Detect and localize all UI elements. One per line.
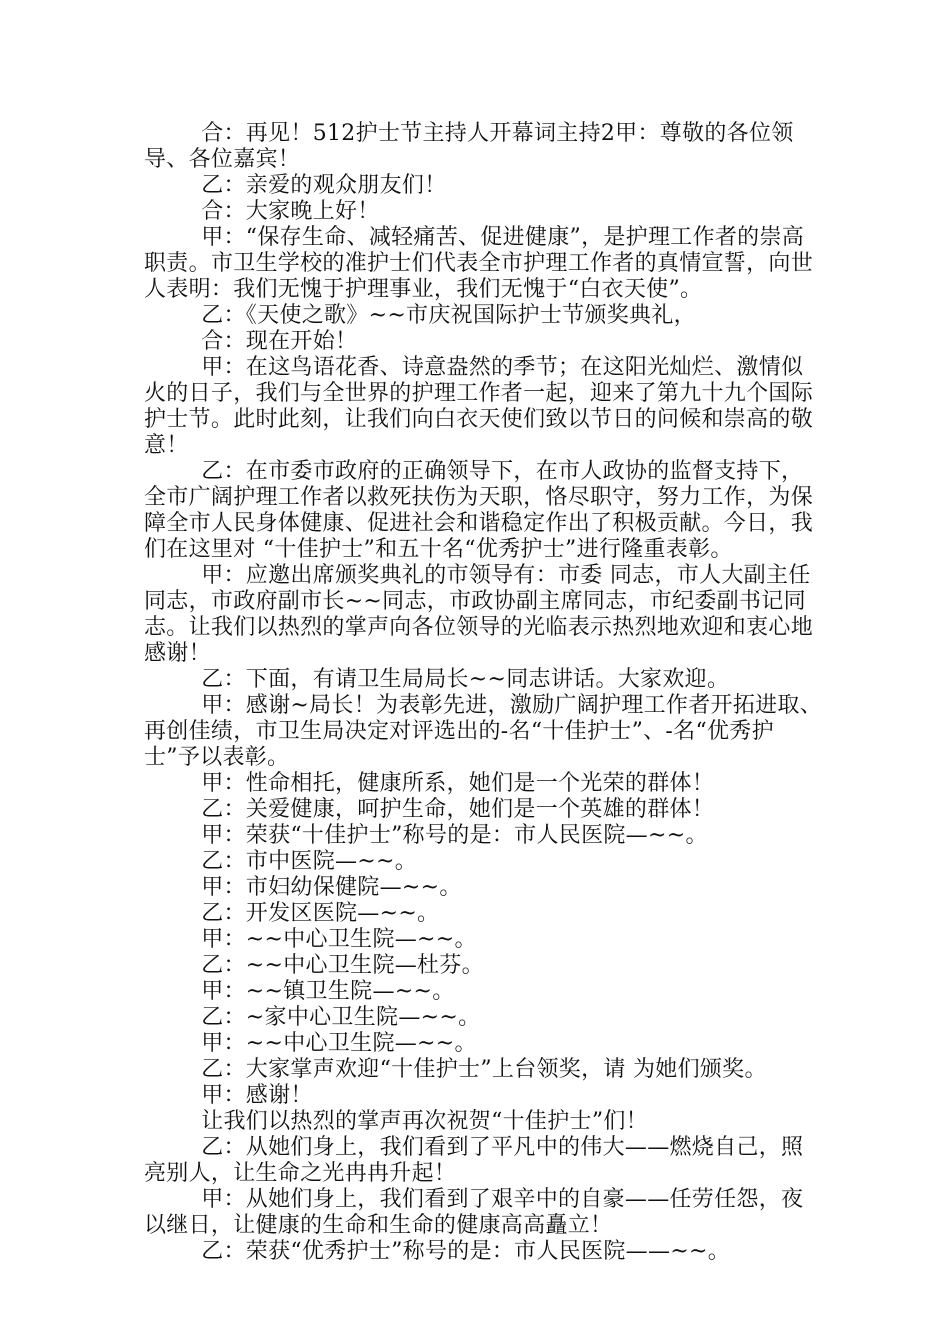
paragraph: 乙：在市委市政府的正确领导下，在市人政协的监督支持下，全市广阔护理工作者以救死扶伤为天职，恪尽职守，努力工作，为保障全市人民身体健康、促进社会和谐稳定作出了积极贡献。今日，我们在这里对 “十佳护士”和五十名“优秀护士”进行隆重表彰。	[144, 459, 814, 562]
document-body	[144, 121, 824, 1265]
paragraph: 甲：~~中心卫生院—~~。	[201, 1031, 477, 1056]
paragraph: 甲：~~中心卫生院—~~。	[201, 927, 477, 952]
paragraph: 甲：市妇幼保健院—~~。	[201, 875, 462, 900]
paragraph: 甲：“保存生命、减轻痛苦、促进健康”，是护理工作者的崇高职责。市卫生学校的准护士们代表全市护理工作者的真情宣誓，向世人表明：我们无愧于护理事业，我们无愧于“白衣天使”。	[144, 225, 814, 302]
paragraph: 合：再见！512护士节主持人开幕词主持2甲：尊敬的各位领导、各位嘉宾！	[144, 121, 794, 172]
paragraph: 乙：~家中心卫生院—~~。	[201, 1005, 481, 1030]
paragraph: 乙：荣获“优秀护士”称号的是：市人民医院——~~。	[201, 1239, 731, 1264]
paragraph: 乙：~~中心卫生院—杜芬。	[201, 953, 484, 978]
paragraph: 甲：性命相托，健康所系，她们是一个光荣的群体！	[201, 771, 715, 796]
paragraph: 乙：关爱健康，呵护生命，她们是一个英雄的群体！	[201, 797, 715, 822]
paragraph: 甲：感谢！	[201, 1083, 313, 1108]
paragraph: 甲：感谢~局长！为表彰先进，激励广阔护理工作者开拓进取、再创佳绩，市卫生局决定对评选出的-名“十佳护士”、-名“优秀护士”予以表彰。	[144, 693, 823, 770]
paragraph: 乙：从她们身上，我们看到了平凡中的伟大——燃烧自己，照亮别人，让生命之光冉冉升起！	[144, 1135, 804, 1186]
paragraph: 甲：应邀出席颁奖典礼的市领导有：市委 同志，市人大副主任同志，市政府副市长~~同志，市政协副主席同志，市纪委副书记同志。让我们以热烈的掌声向各位领导的光临表示热烈地欢迎和衷心地感谢！	[144, 563, 814, 666]
paragraph: 合：现在开始！	[201, 329, 358, 354]
paragraph: 甲：从她们身上，我们看到了艰辛中的自豪——任劳任怨，夜以继日，让健康的生命和生命的健康高高矗立！	[144, 1187, 804, 1238]
paragraph: 乙：下面，有请卫生局局长~~同志讲话。大家欢迎。	[201, 667, 730, 692]
paragraph: 甲：荣获“十佳护士”称号的是：市人民医院—~~。	[201, 823, 708, 848]
paragraph: 乙：亲爱的观众朋友们！	[201, 173, 447, 198]
paragraph: 乙：市中医院—~~。	[201, 849, 418, 874]
paragraph: 乙：《天使之歌》~~市庆祝国际护士节颁奖典礼，	[201, 303, 696, 328]
paragraph: 乙：大家掌声欢迎“十佳护士”上台领奖，请 为她们颁奖。	[201, 1057, 767, 1082]
paragraph: 合：大家晚上好！	[201, 199, 380, 224]
paragraph: 甲：在这鸟语花香、诗意盎然的季节；在这阳光灿烂、激情似火的日子，我们与全世界的护理工作者一起，迎来了第九十九个国际护士节。此时此刻，让我们向白衣天使们致以节日的问候和崇高的敬意！	[144, 355, 814, 458]
paragraph: 乙：开发区医院—~~。	[201, 901, 440, 926]
paragraph: 让我们以热烈的掌声再次祝贺“十佳护士”们！	[201, 1109, 648, 1134]
paragraph: 甲：~~镇卫生院—~~。	[201, 979, 455, 1004]
